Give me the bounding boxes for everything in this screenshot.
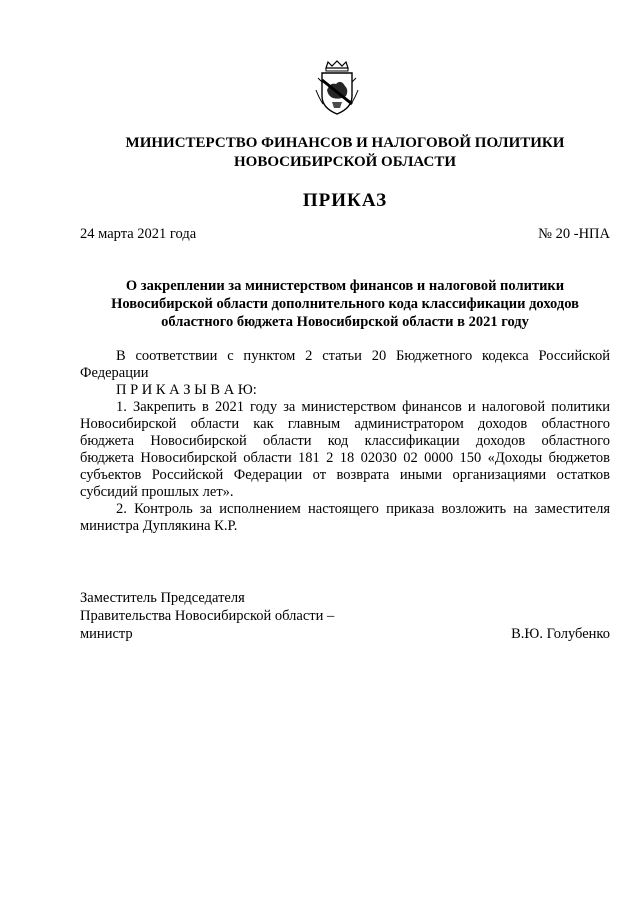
order-word: П Р И К А З Ы В А Ю: — [116, 382, 257, 398]
body-p2-line6: субсидий прошлых лет». — [80, 484, 234, 500]
body-p2-line1: 1. Закрепить в 2021 году за министерством финансов и налоговой политики — [116, 399, 610, 415]
signature-position-line2: Правительства Новосибирской области – — [80, 608, 335, 624]
body-p2-line3: бюджета Новосибирской области код классификации доходов областного — [80, 433, 610, 449]
signature-position-line3: министр — [80, 626, 133, 642]
body-p3-line2: министра Дуплякина К.Р. — [80, 518, 238, 534]
signature-position-line1: Заместитель Председателя — [80, 590, 245, 606]
subject-line1: О закреплении за министерством финансов и налоговой политики — [125, 278, 565, 294]
document-date: 24 марта 2021 года — [80, 226, 197, 242]
body-p2-line4: бюджета Новосибирской области 181 2 18 02030 02 0000 150 «Доходы бюджетов — [80, 450, 610, 466]
body-p1-line1: В соответствии с пунктом 2 статьи 20 Бюджетного кодекса Российской — [116, 348, 610, 364]
ministry-name-line1: МИНИСТЕРСТВО ФИНАНСОВ И НАЛОГОВОЙ ПОЛИТИКИ — [125, 135, 565, 151]
body-p3-line1: 2. Контроль за исполнением настоящего приказа возложить на заместителя — [116, 501, 610, 517]
subject-line2: Новосибирской области дополнительного кода классификации доходов — [111, 296, 579, 312]
novosibirsk-coat-of-arms-icon — [314, 60, 360, 116]
document-number: № 20 -НПА — [538, 226, 610, 242]
document-type-title: ПРИКАЗ — [302, 190, 388, 211]
body-p1-line2: Федерации — [80, 365, 149, 381]
signer-name: В.Ю. Голубенко — [511, 626, 610, 642]
ministry-name-line2: НОВОСИБИРСКОЙ ОБЛАСТИ — [233, 154, 457, 170]
subject-line3: областного бюджета Новосибирской области в 2021 году — [161, 314, 529, 330]
body-p2-line5: субъектов Российской Федерации от возврата иными организациями остатков — [80, 467, 610, 483]
body-p2-line2: Новосибирской области как главным администратором доходов областного — [80, 416, 610, 432]
